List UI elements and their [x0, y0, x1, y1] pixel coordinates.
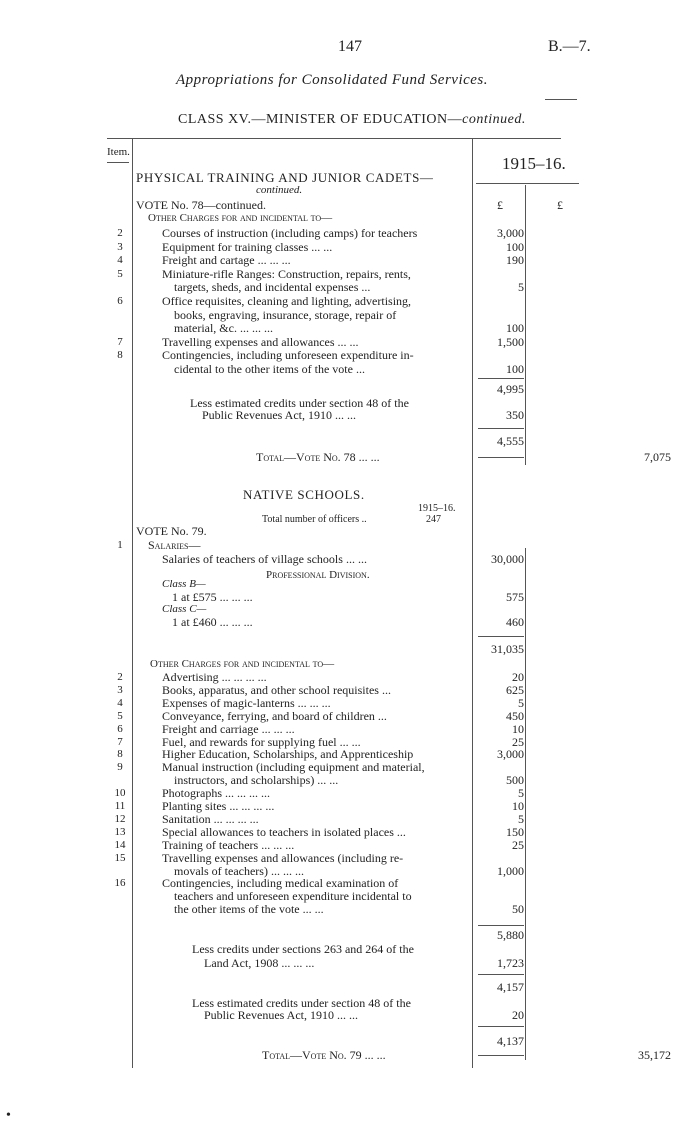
class-c-row [0, 615, 700, 629]
item-amount: 5 [518, 811, 524, 826]
vote-79-subtotal-row [0, 928, 700, 942]
class-b-row [0, 590, 700, 604]
item-description: the other items of the vote ... ... [174, 902, 324, 917]
vote-79-credits-amount: 20 [512, 1008, 524, 1022]
item-description: Manual instruction (including equipment and material, [162, 760, 425, 775]
other-charges-heading: Other Charges for and incidental to— [148, 212, 333, 224]
vote-79-heading: VOTE No. 79. [136, 524, 207, 538]
year-column-header: 1915–16. [502, 154, 566, 173]
credits-line: Less estimated credits under section 48 of the [192, 996, 411, 1010]
item-description: movals of teachers) ... ... ... [174, 863, 304, 878]
land-credits-row [0, 956, 700, 970]
item-number: 9 [117, 761, 123, 774]
section-title-physical-training: PHYSICAL TRAINING AND JUNIOR CADETS— [136, 170, 434, 185]
item-description: Office requisites, cleaning and lighting, advertising, [162, 294, 412, 308]
pound-symbol: £ [557, 198, 563, 212]
item-amount: 3,000 [497, 226, 524, 240]
item-amount: 25 [512, 837, 524, 852]
item-number: 8 [117, 748, 123, 761]
item-description: targets, sheds, and incidental expenses ... [174, 280, 371, 295]
item-amount: 50 [512, 902, 524, 917]
item-number: 2 [117, 227, 123, 239]
rule [107, 162, 129, 163]
vote-78-credits-row [0, 408, 700, 422]
item-number: 7 [117, 735, 123, 748]
item-amount: 100 [506, 321, 524, 336]
item-amount: 25 [512, 734, 524, 749]
line-item-row [0, 773, 700, 787]
page-number: 147 [338, 38, 362, 55]
line-item-row [0, 294, 700, 308]
line-item-row [0, 902, 700, 916]
continued-label: continued. [256, 184, 303, 196]
professional-division: Professional Division. [266, 569, 370, 581]
item-number: 5 [117, 267, 123, 280]
item-number: 6 [117, 295, 123, 307]
line-item-row [0, 670, 700, 684]
salaries-total: 31,035 [491, 642, 524, 656]
item-description: Travelling expenses and allowances (including re- [162, 850, 404, 865]
item-description: Advertising ... ... ... ... [162, 670, 267, 684]
line-item-row [0, 838, 700, 852]
rule [478, 925, 524, 926]
other-charges-heading: Other Charges for and incidental to— [150, 658, 335, 670]
teachers-salaries-row [0, 552, 700, 566]
line-item-row [0, 812, 700, 826]
item-amount: 3,000 [497, 747, 524, 762]
table-top-rule [107, 138, 561, 139]
item-amount: 5 [518, 280, 524, 295]
item-description: Contingencies, including unforeseen expenditure in- [162, 348, 414, 363]
line-item-row [0, 747, 700, 761]
item-number: 8 [117, 349, 123, 362]
item-description: Conveyance, ferrying, and board of children ... [162, 708, 387, 723]
item-amount: 100 [506, 239, 524, 254]
line-item-row [0, 696, 700, 710]
item-description: Books, apparatus, and other school requisites ... [162, 682, 391, 697]
item-amount: 5 [518, 695, 524, 710]
credits-line: Less estimated credits under section 48 of the [190, 396, 409, 410]
item-amount: 450 [506, 708, 524, 723]
class-c-line: 1 at £460 ... ... ... [172, 615, 253, 629]
vote-79-subtotal: 5,880 [497, 928, 524, 942]
vote-78-heading: VOTE No. 78—continued. [136, 198, 266, 212]
item-amount: 625 [506, 682, 524, 697]
document-reference: B.—7. [548, 38, 591, 55]
section-title-native-schools: NATIVE SCHOOLS. [243, 487, 365, 502]
class-c-label: Class C— [162, 603, 207, 615]
line-item-row [0, 362, 700, 376]
line-item-row [0, 760, 700, 774]
vote-78-subtotal-row [0, 382, 700, 396]
item-number: 10 [114, 787, 126, 800]
line-item-row [0, 321, 700, 335]
item-description: Contingencies, including medical examination of [162, 876, 399, 891]
item-number: 3 [117, 683, 123, 696]
vote-78-total-label: Total—Vote No. 78 ... ... [256, 450, 380, 464]
line-item-row [0, 735, 700, 749]
class-b-amount: 575 [506, 590, 524, 604]
rule [545, 99, 577, 100]
item-description: Freight and carriage ... ... ... [162, 721, 295, 736]
line-item-row [0, 722, 700, 736]
officers-year: 1915–16. [418, 503, 456, 514]
teachers-salaries-text: Salaries of teachers of village schools ... ... [162, 552, 367, 566]
item-number: 1 [117, 539, 123, 551]
rule [478, 1026, 524, 1027]
rule [478, 457, 524, 458]
vote-79-net-2: 4,137 [497, 1034, 524, 1048]
rule [478, 428, 524, 429]
item-description: Freight and cartage ... ... ... [162, 253, 291, 268]
salaries-heading: Salaries— [148, 538, 201, 552]
item-number: 14 [114, 838, 126, 851]
pound-symbol: £ [497, 198, 503, 212]
item-description: books, engraving, insurance, storage, repair of [174, 307, 397, 322]
line-item-row [0, 851, 700, 865]
rule [478, 636, 524, 637]
item-number: 3 [117, 240, 123, 253]
class-b-label: Class B— [162, 578, 206, 590]
teachers-salaries-amount: 30,000 [491, 552, 524, 566]
rule [478, 1055, 524, 1056]
line-item-row [0, 308, 700, 322]
vote-79-total-row [0, 1048, 700, 1062]
rule [478, 974, 524, 975]
item-amount: 20 [512, 670, 524, 684]
line-item-row [0, 876, 700, 890]
item-description: Training of teachers ... ... ... [162, 837, 295, 852]
item-description: Equipment for training classes ... ... [162, 239, 333, 254]
item-description: Sanitation ... ... ... ... [162, 811, 259, 826]
vote-78-subtotal: 4,995 [497, 382, 524, 396]
vote-79-total: 35,172 [638, 1048, 671, 1062]
vote-79-total-label: Total—Vote No. 79 ... ... [262, 1048, 386, 1062]
item-number: 7 [117, 335, 123, 348]
item-number: 12 [114, 812, 126, 825]
item-description: material, &c. ... ... ... [174, 321, 273, 336]
line-item-row [0, 709, 700, 723]
item-number: 6 [117, 722, 123, 735]
page-mark: • [6, 1108, 11, 1123]
land-credits-line: Less credits under sections 263 and 264 of the [192, 942, 414, 956]
vote-78-net-row [0, 434, 700, 448]
line-item-row [0, 864, 700, 878]
line-item-row [0, 240, 700, 254]
land-credits-line: Land Act, 1908 ... ... ... [204, 956, 315, 970]
line-item-row [0, 683, 700, 697]
rule [476, 183, 579, 184]
item-description: cidental to the other items of the vote ... [174, 362, 365, 376]
item-amount: 1,000 [497, 863, 524, 878]
item-description: Courses of instruction (including camps) for teachers [162, 226, 418, 240]
item-description: Fuel, and rewards for supplying fuel ... ... [162, 734, 361, 749]
item-amount: 1,500 [497, 334, 524, 349]
item-description: teachers and unforeseen expenditure incidental to [174, 889, 412, 904]
item-number: 5 [117, 709, 123, 722]
item-description: Travelling expenses and allowances ... ... [162, 334, 359, 349]
item-number: 15 [114, 851, 126, 864]
item-description: Expenses of magic-lanterns ... ... ... [162, 695, 331, 710]
vote-79-net-1: 4,157 [497, 980, 524, 994]
credits-line: Public Revenues Act, 1910 ... ... [202, 408, 356, 422]
line-item-row [0, 226, 700, 240]
item-description: Higher Education, Scholarships, and Apprenticeship [162, 747, 414, 762]
item-amount: 10 [512, 799, 524, 813]
officers-count: 247 [426, 514, 441, 525]
class-b-line: 1 at £575 ... ... ... [172, 590, 253, 604]
item-number: 13 [114, 825, 126, 838]
item-description: instructors, and scholarships) ... ... [174, 773, 339, 788]
item-number: 11 [114, 800, 126, 812]
class-c-amount: 460 [506, 615, 524, 629]
page-subtitle: Appropriations for Consolidated Fund Services. [176, 72, 489, 88]
line-item-row [0, 799, 700, 813]
item-description: Miniature-rifle Ranges: Construction, repairs, rents, [162, 266, 411, 281]
vote-78-total: 7,075 [644, 450, 671, 464]
item-description: Photographs ... ... ... ... [162, 786, 270, 801]
class-heading: CLASS XV.—MINISTER OF EDUCATION—continued. [178, 112, 526, 127]
vote-78-credits-amount: 350 [506, 408, 524, 422]
land-credits-row [0, 942, 700, 956]
item-amount: 500 [506, 773, 524, 788]
item-amount: 150 [506, 824, 524, 839]
rule [478, 378, 524, 379]
item-number: 16 [114, 877, 126, 890]
item-description: Special allowances to teachers in isolated places ... [162, 824, 406, 839]
item-amount: 100 [506, 362, 524, 376]
item-column-header: Item. [107, 146, 130, 158]
line-item-row [0, 825, 700, 839]
line-item-row [0, 253, 700, 267]
line-item-row [0, 335, 700, 349]
item-number: 4 [117, 696, 123, 709]
vote-78-net: 4,555 [497, 434, 524, 448]
item-description: Planting sites ... ... ... ... [162, 799, 275, 813]
vote-79-net-row [0, 980, 700, 994]
item-number: 4 [117, 254, 123, 267]
credits-line: Public Revenues Act, 1910 ... ... [204, 1008, 358, 1022]
salaries-total-row [0, 642, 700, 656]
officers-label: Total number of officers .. [262, 514, 367, 525]
line-item-row [0, 786, 700, 800]
vote-78-total-row [0, 450, 700, 464]
vote-79-net-row [0, 1034, 700, 1048]
item-number: 2 [117, 671, 123, 683]
line-item-row [0, 280, 700, 294]
line-item-row [0, 889, 700, 903]
item-amount: 5 [518, 786, 524, 801]
salaries-heading-row [0, 538, 700, 552]
line-item-row [0, 267, 700, 281]
item-amount: 190 [506, 253, 524, 268]
line-item-row [0, 348, 700, 362]
vote-79-credits-row [0, 1008, 700, 1022]
land-credits-amount: 1,723 [497, 956, 524, 970]
item-amount: 10 [512, 721, 524, 736]
